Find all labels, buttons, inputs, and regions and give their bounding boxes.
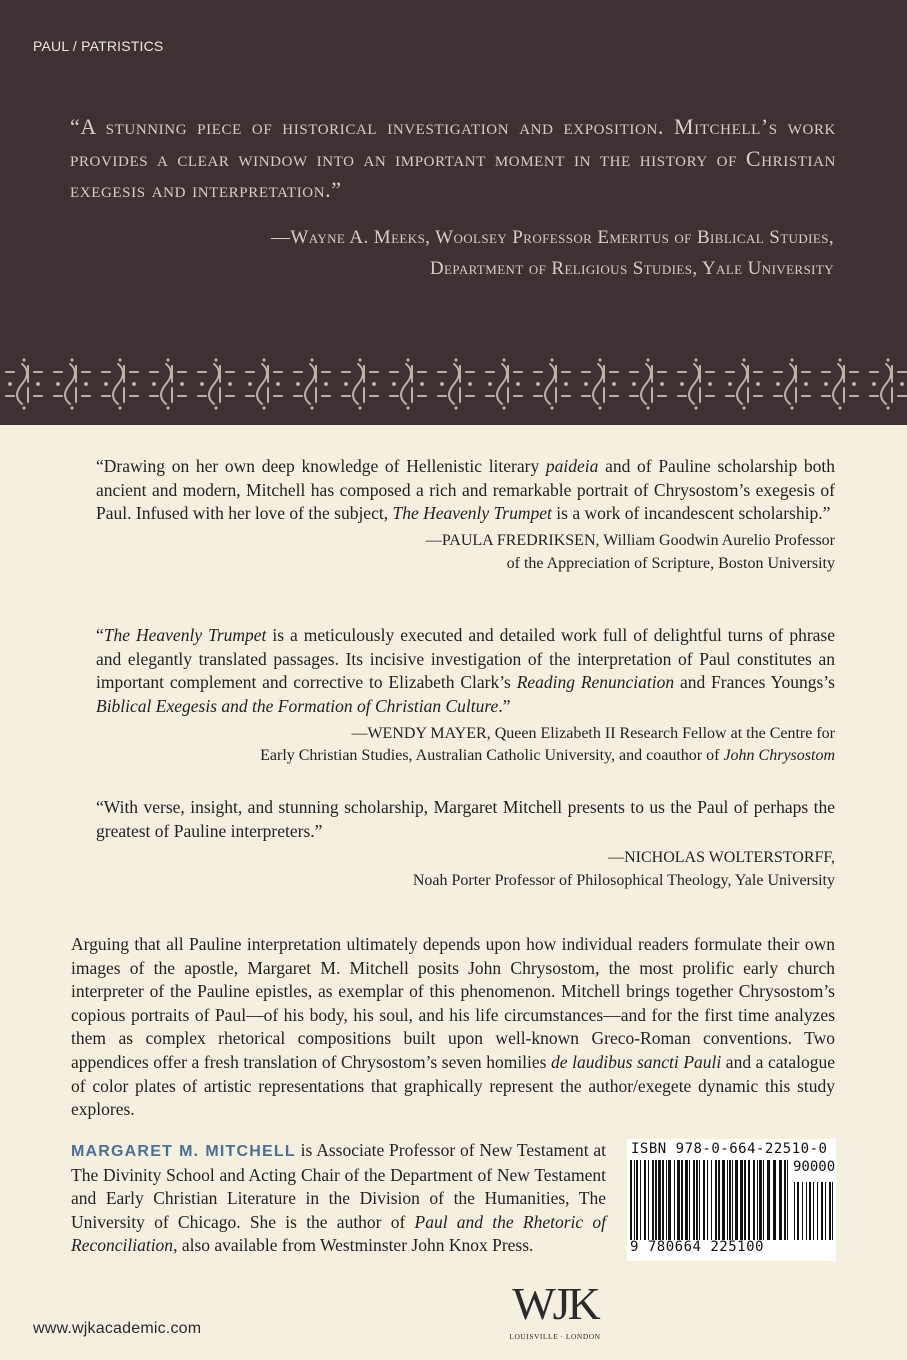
blurb-text: “The Heavenly Trumpet is a meticulously executed and detailed work full of delightful turns of phrase and elegantly translated passages. Its incisive investigation of the interpretation of Paul constitutes an important complement and corrective to Elizabeth Clark’s Reading Renunciation and Frances Youngs’s Biblical Exegesis and the Formation of Christian Culture.”: [96, 625, 835, 717]
barcode-bar: [668, 1160, 671, 1240]
logo-subtitle: LOUISVILLE · LONDON: [509, 1332, 601, 1341]
barcode-bar: [832, 1182, 833, 1240]
blurb-attribution: —WENDY MAYER, Queen Elizabeth II Research Fellow at the Centre for Early Christian Studies, Australian Catholic University, and coauthor of John Chrysostom: [260, 724, 835, 765]
barcode-bar: [634, 1160, 635, 1240]
barcode-bar: [821, 1182, 823, 1240]
barcode-bar: [809, 1182, 811, 1240]
barcode-bar: [644, 1160, 646, 1240]
barcode-bar: [666, 1160, 667, 1240]
barcode-bar: [735, 1160, 738, 1240]
attribution-line: —Wayne A. Meeks, Woolsey Professor Emeritus of Biblical Studies,: [271, 227, 834, 248]
barcode-bar: [655, 1160, 657, 1240]
barcode-bar: [797, 1182, 799, 1240]
barcode-bar: [802, 1182, 803, 1240]
blurb-attribution: —PAULA FREDRIKSEN, William Goodwin Aurelio Professor of the Appreciation of Scripture, Boston University: [425, 532, 835, 572]
barcode-number: 9 780664 225100: [630, 1239, 764, 1255]
barcode-bar: [703, 1160, 705, 1240]
barcode-bar: [715, 1160, 717, 1240]
barcode-bar: [767, 1160, 770, 1240]
barcode-bar: [773, 1160, 776, 1240]
publisher-logo: [500, 1280, 610, 1350]
blurb-text: “With verse, insight, and stunning scholarship, Margaret Mitchell presents to us the Paul of perhaps the greatest of Pauline interpreters.”: [96, 797, 835, 841]
barcode-bar: [722, 1160, 725, 1240]
blurb-attribution: —NICHOLAS WOLTERSTORFF, Noah Porter Professor of Philosophical Theology, Yale University: [412, 849, 835, 889]
barcode-bar: [711, 1160, 712, 1240]
barcode-bar: [689, 1160, 690, 1240]
barcode-bar: [718, 1160, 720, 1240]
barcode-bar: [652, 1160, 654, 1240]
barcode-bar: [787, 1160, 788, 1240]
barcode-bar: [693, 1160, 695, 1240]
barcode: [627, 1139, 836, 1261]
barcode-bar: [740, 1160, 743, 1240]
blurb-fredriksen: [96, 455, 835, 575]
barcode-bar: [806, 1182, 807, 1240]
barcode-bar: [817, 1182, 818, 1240]
barcode-bar: [640, 1160, 641, 1240]
barcode-bar: [825, 1182, 826, 1240]
barcode-bar: [759, 1160, 762, 1240]
barcode-bar: [753, 1160, 755, 1240]
barcode-bar: [662, 1160, 664, 1240]
featured-quote-attribution: [271, 222, 834, 284]
barcode-bar: [707, 1160, 708, 1240]
barcode-bar: [699, 1160, 700, 1240]
logo-text: WJK: [512, 1278, 598, 1329]
barcode-bar: [677, 1160, 680, 1240]
barcode-bar: [784, 1160, 786, 1240]
attribution-line: Department of Religious Studies, Yale University: [429, 258, 834, 279]
barcode-bar: [648, 1160, 649, 1240]
barcode-bar: [674, 1160, 675, 1240]
author-bio: MARGARET M. MITCHELL is Associate Professor of New Testament at The Divinity School and Acting Chair of the Department of New Testament and Early Christian Literature in the Division of the Humanities, The University of Chicago. She is the author of Paul and the Rhetoric of Reconciliation, also available from Westminster John Knox Press.: [71, 1140, 606, 1256]
decorative-border: [0, 352, 907, 416]
barcode-bar: [763, 1160, 764, 1240]
barcode-bar: [732, 1160, 733, 1240]
barcode-bar: [630, 1160, 632, 1240]
category-label: PAUL / PATRISTICS: [33, 38, 164, 54]
featured-quote: “A stunning piece of historical investigation and exposition. Mitchell’s work provides a clear window into an important moment in the history of Christian exegesis and interpretation.”: [70, 114, 836, 202]
barcode-bar: [681, 1160, 683, 1240]
blurb-mayer: [96, 624, 835, 768]
barcode-bar: [779, 1160, 782, 1240]
website-link[interactable]: www.wjkacademic.com: [33, 1320, 202, 1337]
barcode-bar: [696, 1160, 698, 1240]
barcode-bar: [636, 1160, 638, 1240]
barcode-bar: [685, 1160, 688, 1240]
author-name: MARGARET M. MITCHELL: [71, 1143, 296, 1160]
barcode-bar: [658, 1160, 661, 1240]
isbn-label: ISBN 978-0-664-22510-0: [631, 1141, 828, 1157]
barcode-bar: [757, 1160, 758, 1240]
barcode-bar: [727, 1160, 728, 1240]
barcode-bar: [748, 1160, 750, 1240]
barcode-bar: [794, 1182, 795, 1240]
barcode-bar: [729, 1160, 731, 1240]
blurb-wolterstorff: [96, 796, 835, 892]
blurb-text: “Drawing on her own deep knowledge of Hellenistic literary paideia and of Pauline scholarship both ancient and modern, Mitchell has composed a rich and remarkable portrait of Chrysostom’s exegesis of Paul. Infused with her love of the subject, The Heavenly Trumpet is a work of incandescent scholarship.”: [96, 456, 835, 524]
barcode-bar: [829, 1182, 831, 1240]
price-code: 90000: [793, 1159, 836, 1175]
barcode-bar: [813, 1182, 814, 1240]
barcode-bar: [744, 1160, 746, 1240]
book-description: Arguing that all Pauline interpretation ultimately depends upon how individual readers formulate their own images of the apostle, Margaret M. Mitchell posits John Chrysostom, the most prolific early church interpreter of the Pauline epistles, as exemplar of this phenomenon. Mitchell brings together Chrysostom’s copious portraits of Paul—of his body, his soul, and his life circumstances—and for the first time analyzes them as complex rhetorical compositions built upon well-known Greco-Roman conventions. Two appendices offer a fresh translation of Chrysostom’s seven homilies de laudibus sancti Pauli and a catalogue of color plates of artistic representations that graphically represent the author/exegete dynamic this study explores.: [71, 934, 836, 1120]
header-band: [0, 0, 907, 425]
